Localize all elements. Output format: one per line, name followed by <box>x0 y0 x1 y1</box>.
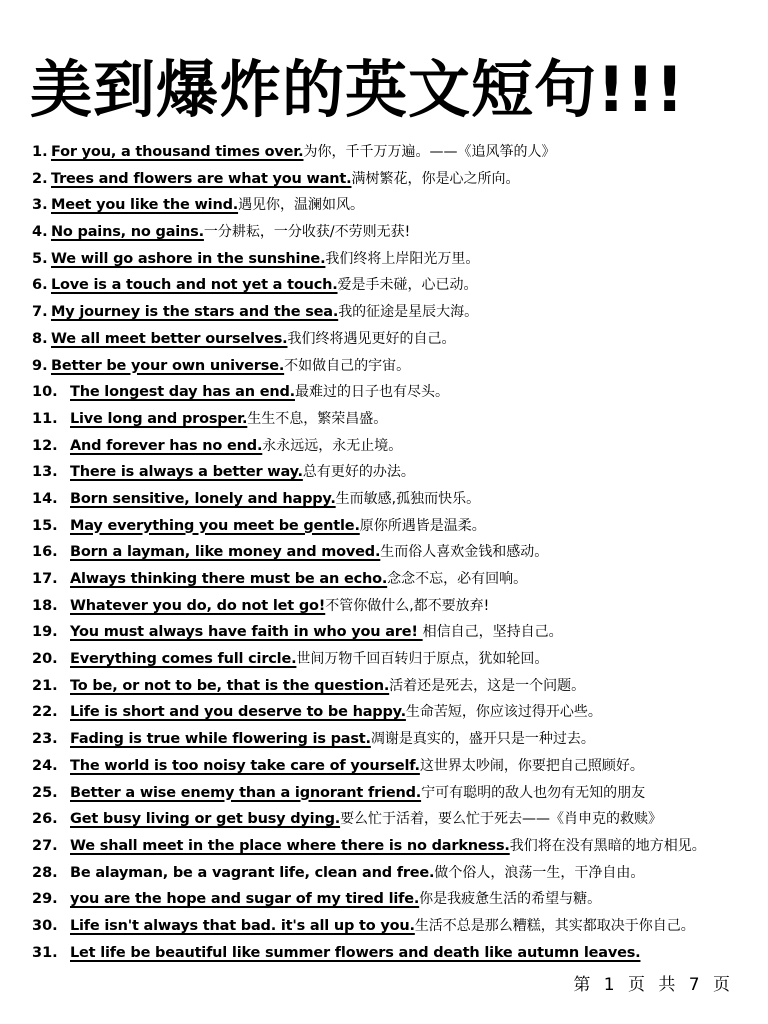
chinese-translation: 相信自己，坚持自己。 <box>422 624 563 641</box>
list-item <box>32 753 752 780</box>
chinese-translation: 活着还是死去，这是一个问题。 <box>389 677 586 694</box>
item-number: 24. <box>32 757 58 774</box>
item-number: 20. <box>32 651 58 668</box>
item-number: 1. <box>32 144 48 160</box>
item-number: 28. <box>32 864 58 881</box>
english-sentence: There is always a better way. <box>70 464 303 481</box>
list-item <box>32 299 752 326</box>
chinese-translation: 凋谢是真实的，盛开只是一种过去。 <box>370 731 595 748</box>
item-number: 14. <box>32 490 58 507</box>
chinese-translation: 爱是手未碰，心已动。 <box>337 277 478 294</box>
list-item <box>32 539 752 566</box>
list-item <box>32 326 752 353</box>
english-sentence: Life is short and you deserve to be happy. <box>70 704 406 721</box>
item-number: 13. <box>32 464 58 481</box>
english-sentence: Always thinking there must be an echo. <box>70 571 388 587</box>
english-sentence: May everything you meet be gentle. <box>70 517 360 534</box>
page-number: 第 1 页 共 7 页 <box>573 975 734 995</box>
item-number: 26. <box>32 811 58 828</box>
sentence-list <box>32 139 752 966</box>
item-number: 18. <box>32 597 58 614</box>
item-number: 2. <box>32 170 48 187</box>
item-number: 5. <box>32 250 48 267</box>
chinese-translation: 生命苦短，你应该过得开心些。 <box>405 704 602 721</box>
chinese-translation: 我们终将上岸阳光万里。 <box>325 250 480 267</box>
chinese-translation: 我的征途是星辰大海。 <box>338 304 479 321</box>
list-item <box>32 486 752 513</box>
item-number: 21. <box>32 677 58 694</box>
item-number: 31. <box>32 944 58 961</box>
list-item <box>32 566 752 593</box>
item-number: 16. <box>32 544 58 561</box>
english-sentence: To be, or not to be, that is the question. <box>70 677 390 694</box>
list-item <box>32 673 752 700</box>
list-item <box>32 433 752 460</box>
english-sentence: And forever has no end. <box>70 437 263 454</box>
chinese-translation: 生而俗人喜欢金钱和感动。 <box>380 544 549 561</box>
item-number: 25. <box>32 784 58 801</box>
english-sentence: Better be your own universe. <box>51 357 285 374</box>
item-number: 7. <box>32 304 48 321</box>
english-sentence: For you, a thousand times over. <box>51 144 304 160</box>
item-number: 3. <box>32 197 48 214</box>
list-item <box>32 272 752 299</box>
chinese-translation: 你是我疲惫生活的希望与糖。 <box>419 891 602 908</box>
list-item <box>32 593 752 620</box>
english-sentence: Love is a touch and not yet a touch. <box>51 277 338 294</box>
list-item <box>32 646 752 673</box>
item-number: 6. <box>32 277 48 294</box>
list-item <box>32 166 752 193</box>
list-item <box>32 886 752 913</box>
list-item <box>32 806 752 833</box>
item-number: 19. <box>32 624 58 641</box>
item-number: 23. <box>32 731 58 748</box>
chinese-translation: 一分耕耘，一分收获/不劳则无获! <box>203 224 411 241</box>
english-sentence: You must always have faith in who you are! <box>70 624 423 641</box>
english-sentence: Be alayman, be a vagrant life, clean and free. <box>70 864 435 881</box>
list-item <box>32 406 752 433</box>
english-sentence: We all meet better ourselves. <box>51 330 288 347</box>
chinese-translation: 不如做自己的宇宙。 <box>284 357 411 374</box>
english-sentence: Meet you like the wind. <box>51 197 239 214</box>
english-sentence: Live long and prosper. <box>70 410 248 427</box>
item-number: 30. <box>32 917 58 934</box>
list-item <box>32 139 752 166</box>
list-item <box>32 513 752 540</box>
chinese-translation: 为你，千千万万遍。——《追风筝的人》 <box>303 144 556 160</box>
english-sentence: Better a wise enemy than a ignorant friend. <box>70 784 422 801</box>
chinese-translation: 念念不忘，必有回响。 <box>387 571 528 587</box>
english-sentence: Fading is true while flowering is past. <box>70 731 371 748</box>
chinese-translation: 世间万物千回百转归于原点，犹如轮回。 <box>296 651 549 668</box>
chinese-translation: 宁可有聪明的敌人也勿有无知的朋友 <box>421 784 646 801</box>
english-sentence: Get busy living or get busy dying. <box>70 811 341 828</box>
chinese-translation: 生而敏感,孤独而快乐。 <box>335 490 481 507</box>
item-number: 4. <box>32 224 48 241</box>
item-number: 15. <box>32 517 58 534</box>
english-sentence: Born sensitive, lonely and happy. <box>70 490 336 507</box>
list-item <box>32 459 752 486</box>
english-sentence: The world is too noisy take care of yourself. <box>70 757 420 774</box>
list-item <box>32 860 752 887</box>
chinese-translation: 做个俗人，浪荡一生，干净自由。 <box>434 864 645 881</box>
list-item <box>32 619 752 646</box>
item-number: 22. <box>32 704 58 721</box>
item-number: 17. <box>32 571 58 587</box>
list-item <box>32 833 752 860</box>
english-sentence: Let life be beautiful like summer flowers and death like autumn leaves. <box>70 944 641 961</box>
chinese-translation: 不管你做什么,都不要放弃! <box>325 597 490 614</box>
list-item <box>32 219 752 246</box>
item-number: 9. <box>32 357 48 374</box>
chinese-translation: 最难过的日子也有尽头。 <box>294 384 449 401</box>
chinese-translation: 生生不息，繁荣昌盛。 <box>247 410 388 427</box>
english-sentence: Born a layman, like money and moved. <box>70 544 381 561</box>
chinese-translation: 总有更好的办法。 <box>302 464 415 481</box>
chinese-translation: 满树繁花，你是心之所向。 <box>351 170 520 187</box>
list-item <box>32 780 752 807</box>
item-number: 8. <box>32 330 48 347</box>
english-sentence: We will go ashore in the sunshine. <box>51 250 326 267</box>
chinese-translation: 这世界太吵闹，你要把自己照顾好。 <box>419 757 644 774</box>
list-item <box>32 246 752 273</box>
english-sentence: We shall meet in the place where there is no darkness. <box>70 837 510 854</box>
page-title: 美到爆炸的英文短句!!! <box>30 53 685 126</box>
item-number: 27. <box>32 837 58 854</box>
english-sentence: Whatever you do, do not let go! <box>70 597 326 614</box>
list-item <box>32 379 752 406</box>
english-sentence: Life isn't always that bad. it's all up to you. <box>70 917 415 934</box>
item-number: 29. <box>32 891 58 908</box>
english-sentence: you are the hope and sugar of my tired life. <box>70 891 420 908</box>
list-item <box>32 192 752 219</box>
list-item <box>32 699 752 726</box>
list-item <box>32 940 752 967</box>
chinese-translation: 生活不总是那么糟糕，其实都取决于你自己。 <box>414 917 695 934</box>
chinese-translation: 要么忙于活着，要么忙于死去——《肖申克的救赎》 <box>340 811 663 828</box>
english-sentence: No pains, no gains. <box>51 224 204 241</box>
chinese-translation: 我们将在没有黑暗的地方相见。 <box>509 837 706 854</box>
chinese-translation: 原你所遇皆是温柔。 <box>359 517 486 534</box>
list-item <box>32 353 752 380</box>
list-item <box>32 913 752 940</box>
list-item <box>32 726 752 753</box>
english-sentence: Trees and flowers are what you want. <box>51 170 352 187</box>
item-number: 11. <box>32 410 58 427</box>
chinese-translation: 遇见你，温澜如风。 <box>238 197 365 214</box>
chinese-translation: 我们终将遇见更好的自己。 <box>287 330 456 347</box>
english-sentence: The longest day has an end. <box>70 384 295 401</box>
english-sentence: My journey is the stars and the sea. <box>51 304 339 321</box>
item-number: 12. <box>32 437 58 454</box>
english-sentence: Everything comes full circle. <box>70 651 297 668</box>
item-number: 10. <box>32 384 58 401</box>
chinese-translation: 永永远远，永无止境。 <box>262 437 403 454</box>
